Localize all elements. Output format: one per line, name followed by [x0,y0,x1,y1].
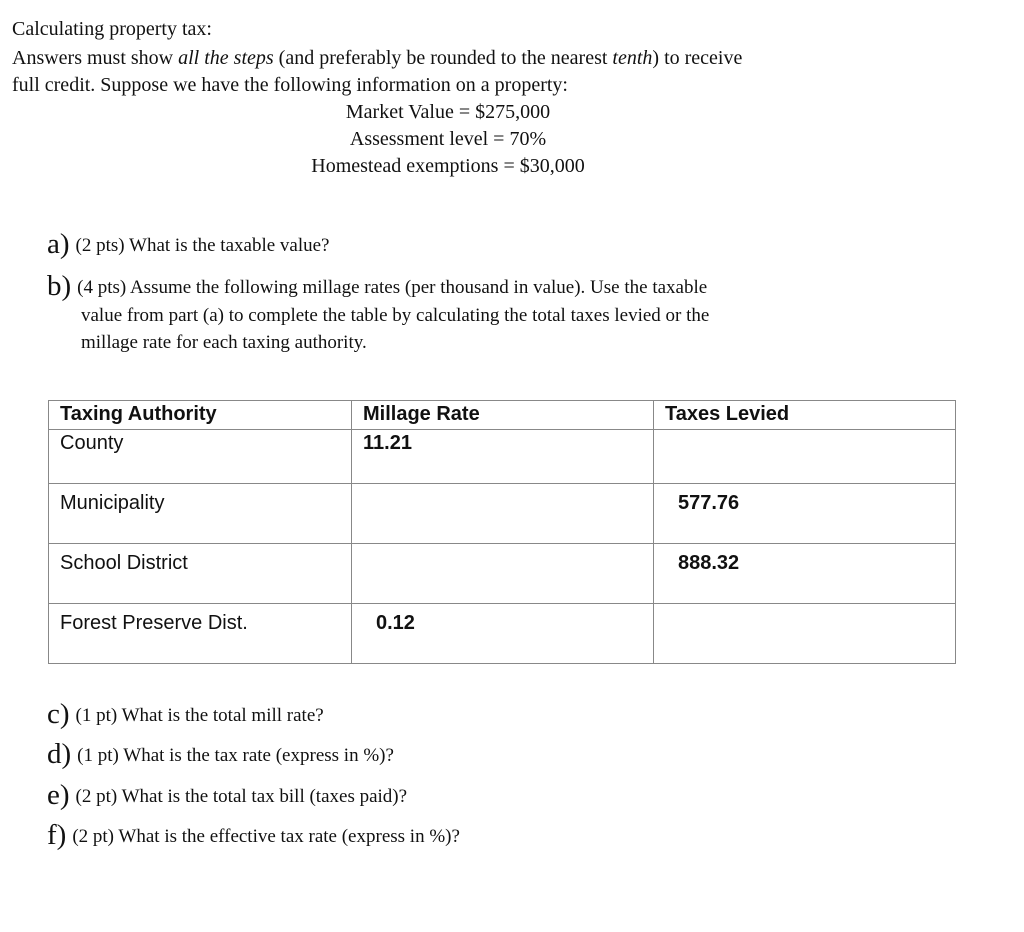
cell-taxes-levied: 577.76 [654,484,956,544]
question-text: (4 pts) Assume the following millage rates (per thousand in value). Use the taxable [77,277,708,298]
given-homestead-exemptions: Homestead exemptions = $30,000 [311,155,585,177]
header-taxing-authority: Taxing Authority [49,401,352,430]
question-text: (1 pt) What is the total mill rate? [75,705,324,726]
question-f [47,821,460,849]
intro-emphasis-tenth: tenth [612,47,653,69]
intro-text: (and preferably be rounded to the nearest [273,47,613,69]
question-c [47,700,324,728]
table-row [49,484,956,544]
table-header-row [49,401,956,430]
cell-authority: School District [49,544,352,604]
question-text: (2 pt) What is the total tax bill (taxes paid)? [75,786,408,807]
header-millage-rate: Millage Rate [352,401,654,430]
cell-millage-rate: 11.21 [352,430,654,484]
cell-authority: Forest Preserve Dist. [49,604,352,664]
question-label: b) [47,270,72,302]
question-text: (2 pts) What is the taxable value? [75,235,330,256]
table-row [49,544,956,604]
cell-authority: Municipality [49,484,352,544]
question-b [47,272,707,300]
cell-millage-rate [352,544,654,604]
cell-authority: County [49,430,352,484]
question-b-line-2: value from part (a) to complete the table by calculating the total taxes levied or the [81,305,710,326]
intro-line-2: full credit. Suppose we have the following information on a property: [12,74,568,96]
question-e [47,781,407,809]
question-label: e) [47,779,70,811]
question-text: (2 pt) What is the effective tax rate (express in %)? [72,826,460,847]
question-a [47,230,329,258]
question-label: f) [47,819,67,851]
table-row [49,604,956,664]
question-label: d) [47,738,72,770]
cell-taxes-levied [654,430,956,484]
intro-line-1 [12,46,742,70]
problem-title: Calculating property tax: [12,18,212,40]
question-label: a) [47,228,70,260]
question-d [47,740,394,768]
given-assessment-level: Assessment level = 70% [349,128,547,150]
table-row [49,430,956,484]
question-label: c) [47,698,70,730]
given-market-value: Market Value = $275,000 [345,101,551,123]
cell-millage-rate [352,484,654,544]
intro-emphasis-steps: all the steps [178,47,274,69]
question-b-line-3: millage rate for each taxing authority. [81,332,367,353]
cell-taxes-levied: 888.32 [654,544,956,604]
header-taxes-levied: Taxes Levied [654,401,956,430]
cell-taxes-levied [654,604,956,664]
intro-text: ) to receive [652,47,743,69]
cell-millage-rate: 0.12 [352,604,654,664]
intro-text: Answers must show [12,47,179,69]
question-text: (1 pt) What is the tax rate (express in %)? [77,745,394,766]
millage-table [48,400,956,664]
